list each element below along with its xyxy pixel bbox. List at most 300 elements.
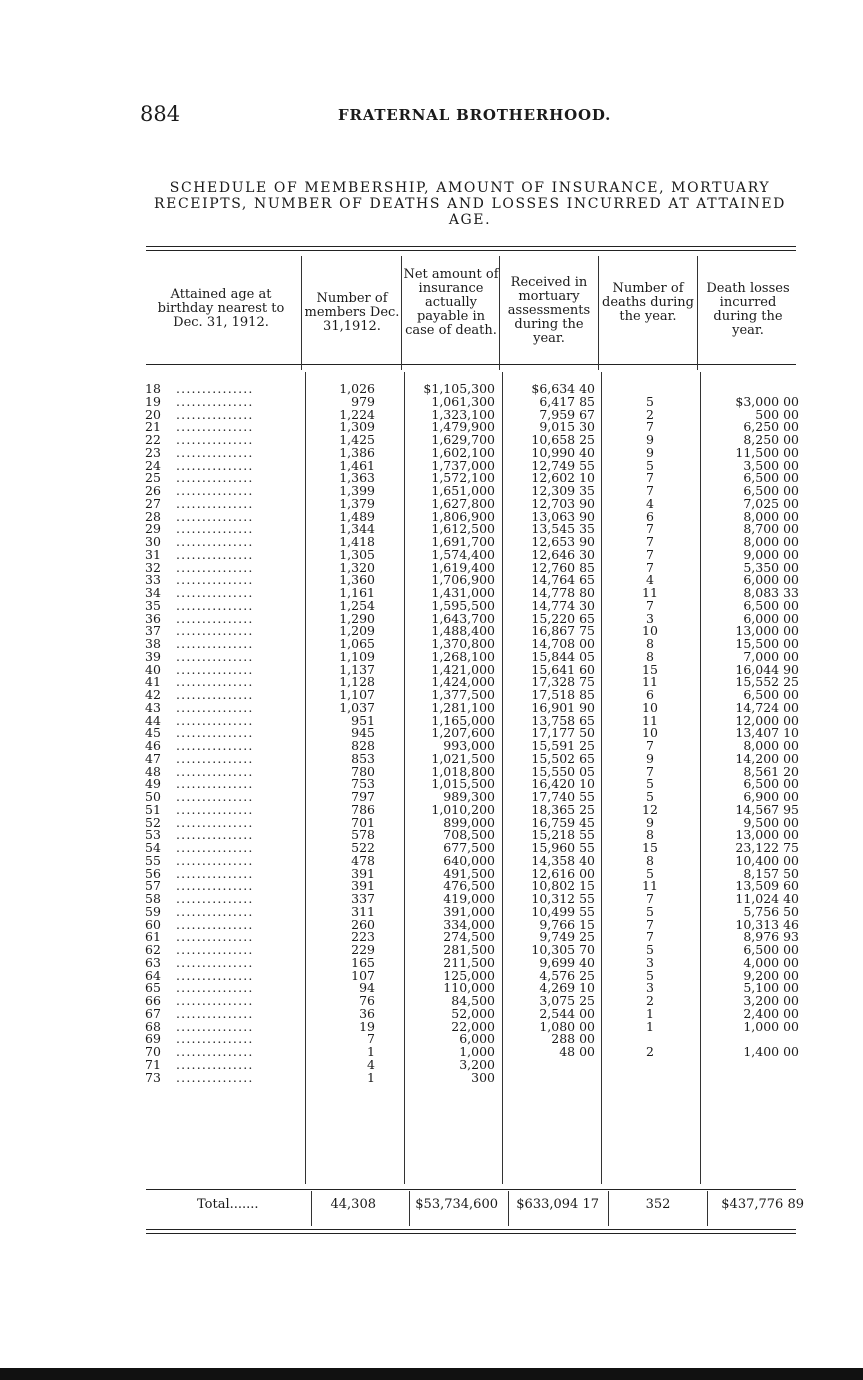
receipts-cell: 9,699 40 xyxy=(539,954,595,970)
receipts-cell: 10,499 55 xyxy=(531,903,595,919)
leader-dots: ............... xyxy=(176,536,254,547)
members-cell: 223 xyxy=(351,929,375,945)
deaths-cell: 11 xyxy=(642,674,658,690)
leader-dots: ............... xyxy=(176,689,254,700)
insurance-cell: 1,207,600 xyxy=(431,725,495,741)
receipts-cell: 10,658 25 xyxy=(531,432,595,447)
age-cell: 31 xyxy=(145,546,161,562)
insurance-cell: 1,370,800 xyxy=(431,636,495,651)
leader-dots: ............... xyxy=(176,1020,254,1032)
age-cell: 32 xyxy=(145,559,161,575)
losses-cell: 14,724 00 xyxy=(735,699,799,715)
receipts-cell: 15,591 25 xyxy=(531,738,595,753)
top-rule xyxy=(146,246,796,247)
age-cell: 73 xyxy=(145,1069,161,1085)
receipts-cell: 12,602 10 xyxy=(531,470,595,486)
receipts-cell: 9,749 25 xyxy=(539,929,595,945)
column-divider xyxy=(301,256,302,370)
insurance-cell: 419,000 xyxy=(443,891,495,906)
members-cell: 260 xyxy=(351,916,375,932)
losses-cell: 3,200 00 xyxy=(743,993,799,1008)
insurance-cell: 993,000 xyxy=(443,738,495,753)
table-row xyxy=(0,699,863,715)
receipts-cell: 10,802 15 xyxy=(531,878,595,894)
insurance-cell: 300 xyxy=(471,1069,495,1085)
age-cell: 53 xyxy=(145,827,161,843)
members-cell: 36 xyxy=(359,1005,375,1021)
table-row xyxy=(0,801,863,817)
leader-dots: ............... xyxy=(176,740,254,751)
age-cell: 28 xyxy=(145,508,161,524)
receipts-cell: 16,867 75 xyxy=(531,623,595,639)
leader-dots: ............... xyxy=(176,395,254,407)
age-cell: 41 xyxy=(145,674,161,690)
members-cell: 1,065 xyxy=(339,636,375,651)
losses-cell: 6,500 00 xyxy=(743,776,799,792)
leader-dots: ............... xyxy=(176,944,254,955)
receipts-cell: 15,502 65 xyxy=(531,750,595,766)
losses-cell: 5,756 50 xyxy=(743,903,799,919)
losses-cell: 500 00 xyxy=(755,406,799,422)
insurance-cell: 708,500 xyxy=(443,827,495,843)
table-row xyxy=(0,1046,863,1057)
deaths-cell: 6 xyxy=(646,508,654,524)
receipts-cell: 12,760 85 xyxy=(531,559,595,575)
insurance-cell: 1,612,500 xyxy=(431,521,495,537)
receipts-cell: 14,774 30 xyxy=(531,597,595,613)
table-row xyxy=(0,827,863,843)
members-cell: 1,386 xyxy=(339,444,375,460)
deaths-cell: 8 xyxy=(646,827,654,843)
deaths-cell: 7 xyxy=(646,916,654,932)
receipts-cell: 13,063 90 xyxy=(531,508,595,524)
members-cell: 1,026 xyxy=(339,381,375,396)
table-row xyxy=(0,457,863,473)
leader-dots: ............... xyxy=(176,421,254,433)
losses-cell: 1,400 00 xyxy=(743,1044,799,1059)
age-cell: 18 xyxy=(145,381,161,396)
deaths-cell: 7 xyxy=(646,891,654,906)
losses-cell: 12,000 00 xyxy=(735,712,799,728)
leader-dots: ............... xyxy=(176,676,254,688)
age-cell: 62 xyxy=(145,942,161,957)
deaths-cell: 9 xyxy=(646,444,654,460)
receipts-cell: 12,616 00 xyxy=(531,865,595,881)
leader-dots: ............... xyxy=(176,982,254,994)
insurance-cell: 84,500 xyxy=(451,993,495,1008)
table-row xyxy=(0,954,863,970)
insurance-cell: 1,619,400 xyxy=(431,559,495,575)
losses-cell: 7,025 00 xyxy=(743,495,799,511)
table-row xyxy=(0,587,863,598)
receipts-cell: 6,417 85 xyxy=(539,393,595,409)
leader-dots: ............... xyxy=(176,650,254,662)
running-head: FRATERNAL BROTHERHOOD. xyxy=(338,106,612,124)
losses-cell: 4,000 00 xyxy=(743,954,799,970)
age-cell: 30 xyxy=(145,534,161,549)
column-header-members: Number of members Dec. 31,1912. xyxy=(304,291,400,334)
leader-dots: ............... xyxy=(176,446,254,458)
deaths-cell: 8 xyxy=(646,636,654,651)
members-cell: 1,425 xyxy=(339,432,375,447)
losses-cell: 14,567 95 xyxy=(735,801,799,817)
deaths-cell: 11 xyxy=(642,712,658,728)
age-cell: 71 xyxy=(145,1056,161,1072)
age-cell: 33 xyxy=(145,572,161,588)
column-divider xyxy=(499,256,500,370)
receipts-cell: 7,959 67 xyxy=(539,406,595,422)
insurance-cell: 3,200 xyxy=(459,1056,495,1072)
table-row xyxy=(0,842,863,853)
deaths-cell: 9 xyxy=(646,814,654,830)
losses-cell: 2,400 00 xyxy=(743,1005,799,1021)
column-header-age: Attained age at birthday nearest to Dec. 31, 1912. xyxy=(157,287,285,330)
insurance-cell: 391,000 xyxy=(443,903,495,919)
losses-cell: 6,500 00 xyxy=(743,597,799,613)
members-cell: 1,209 xyxy=(339,623,375,639)
receipts-cell: 14,358 40 xyxy=(531,852,595,868)
receipts-cell: 288 00 xyxy=(551,1031,595,1047)
losses-cell: 8,157 50 xyxy=(743,865,799,881)
losses-cell: 5,100 00 xyxy=(743,980,799,996)
deaths-cell: 7 xyxy=(646,929,654,945)
table-row xyxy=(0,916,863,932)
table-row xyxy=(0,419,863,435)
receipts-cell: 15,641 60 xyxy=(531,661,595,677)
receipts-cell: 16,759 45 xyxy=(531,814,595,830)
losses-cell: 8,561 20 xyxy=(743,763,799,779)
table-row xyxy=(0,674,863,690)
insurance-cell: 22,000 xyxy=(451,1018,495,1034)
deaths-cell: 8 xyxy=(646,852,654,868)
members-cell: 1,461 xyxy=(339,457,375,473)
age-cell: 46 xyxy=(145,738,161,753)
losses-cell: 10,313 46 xyxy=(735,916,799,932)
leader-dots: ............... xyxy=(176,893,254,904)
members-cell: 979 xyxy=(351,393,375,409)
age-cell: 22 xyxy=(145,432,161,447)
losses-cell: 6,000 00 xyxy=(743,572,799,588)
leader-dots: ............... xyxy=(176,918,254,930)
members-cell: 522 xyxy=(351,840,375,855)
losses-cell: 23,122 75 xyxy=(735,840,799,855)
column-header-insurance: Net amount of insurance actually payable in case of death. xyxy=(403,267,499,338)
leader-dots: ............... xyxy=(176,485,254,496)
losses-cell: 11,500 00 xyxy=(735,444,799,460)
members-cell: 391 xyxy=(351,878,375,894)
members-cell: 107 xyxy=(351,967,375,983)
age-cell: 40 xyxy=(145,661,161,677)
table-row xyxy=(0,967,863,983)
insurance-cell: 1,574,400 xyxy=(431,546,495,562)
age-cell: 48 xyxy=(145,763,161,779)
deaths-cell: 5 xyxy=(646,393,654,409)
age-cell: 51 xyxy=(145,801,161,817)
table-row xyxy=(0,791,863,802)
table-row xyxy=(0,852,863,868)
leader-dots: ............... xyxy=(176,523,254,535)
leader-dots: ............... xyxy=(176,778,254,790)
deaths-cell: 7 xyxy=(646,470,654,486)
members-cell: 1,379 xyxy=(339,495,375,511)
age-cell: 69 xyxy=(145,1031,161,1047)
column-divider xyxy=(598,256,599,370)
deaths-cell: 2 xyxy=(646,1044,654,1059)
losses-cell: 5,350 00 xyxy=(743,559,799,575)
table-row xyxy=(0,725,863,741)
total-deaths: 352 xyxy=(645,1197,671,1212)
leader-dots: ............... xyxy=(176,816,254,828)
deaths-cell: 10 xyxy=(642,699,658,715)
members-cell: 853 xyxy=(351,750,375,766)
losses-cell: 6,500 00 xyxy=(743,687,799,702)
deaths-cell: 3 xyxy=(646,980,654,996)
table-row xyxy=(0,1018,863,1034)
members-cell: 1,489 xyxy=(339,508,375,524)
members-cell: 1,320 xyxy=(339,559,375,575)
losses-cell: 6,500 00 xyxy=(743,470,799,486)
losses-cell: 8,976 93 xyxy=(743,929,799,945)
deaths-cell: 4 xyxy=(646,495,654,511)
table-row xyxy=(0,661,863,677)
losses-cell: 8,000 00 xyxy=(743,508,799,524)
deaths-cell: 5 xyxy=(646,457,654,473)
age-cell: 66 xyxy=(145,993,161,1008)
losses-cell: 8,083 33 xyxy=(743,585,799,600)
leader-dots: ............... xyxy=(176,905,254,917)
deaths-cell: 7 xyxy=(646,534,654,549)
table-row xyxy=(0,521,863,537)
age-cell: 23 xyxy=(145,444,161,460)
leader-dots: ............... xyxy=(176,701,254,713)
receipts-cell: 13,758 65 xyxy=(531,712,595,728)
deaths-cell: 10 xyxy=(642,725,658,741)
deaths-cell: 2 xyxy=(646,993,654,1008)
receipts-cell: 18,365 25 xyxy=(531,801,595,817)
age-cell: 24 xyxy=(145,457,161,473)
age-cell: 65 xyxy=(145,980,161,996)
table-row xyxy=(0,485,863,496)
leader-dots: ............... xyxy=(176,803,254,815)
deaths-cell: 3 xyxy=(646,610,654,626)
members-cell: 165 xyxy=(351,954,375,970)
members-cell: 76 xyxy=(359,993,375,1008)
age-cell: 59 xyxy=(145,903,161,919)
receipts-cell: 14,764 65 xyxy=(531,572,595,588)
receipts-cell: 14,708 00 xyxy=(531,636,595,651)
deaths-cell: 5 xyxy=(646,942,654,957)
table-row xyxy=(0,689,863,700)
leader-dots: ............... xyxy=(176,1007,254,1019)
insurance-cell: 1,424,000 xyxy=(431,674,495,690)
table-row xyxy=(0,597,863,613)
header-rule xyxy=(146,364,796,365)
losses-cell: 8,000 00 xyxy=(743,738,799,753)
table-row xyxy=(0,903,863,919)
insurance-cell: 334,000 xyxy=(443,916,495,932)
table-row xyxy=(0,470,863,486)
insurance-cell: 1,479,900 xyxy=(431,419,495,435)
leader-dots: ............... xyxy=(176,510,254,522)
age-cell: 44 xyxy=(145,712,161,728)
leader-dots: ............... xyxy=(176,752,254,764)
members-cell: 4 xyxy=(367,1056,375,1072)
insurance-cell: 1,595,500 xyxy=(431,597,495,613)
deaths-cell: 2 xyxy=(646,406,654,422)
table-row xyxy=(0,638,863,649)
receipts-cell: 12,653 90 xyxy=(531,534,595,549)
total-insurance: $53,734,600 xyxy=(415,1197,498,1212)
insurance-cell: 1,010,200 xyxy=(431,801,495,817)
table-row xyxy=(0,980,863,996)
table-row xyxy=(0,763,863,779)
losses-cell: 13,000 00 xyxy=(735,623,799,639)
members-cell: 1,037 xyxy=(339,699,375,715)
age-cell: 52 xyxy=(145,814,161,830)
deaths-cell: 5 xyxy=(646,865,654,881)
insurance-cell: 1,643,700 xyxy=(431,610,495,626)
deaths-cell: 7 xyxy=(646,738,654,753)
age-cell: 63 xyxy=(145,954,161,970)
leader-dots: ............... xyxy=(176,714,254,726)
members-cell: 828 xyxy=(351,738,375,753)
losses-cell: 13,000 00 xyxy=(735,827,799,843)
age-cell: 19 xyxy=(145,393,161,409)
table-row xyxy=(0,434,863,445)
table-row xyxy=(0,1031,863,1047)
total-members: 44,308 xyxy=(330,1197,376,1212)
members-cell: 1,399 xyxy=(339,483,375,498)
table-row xyxy=(0,750,863,766)
losses-cell: 9,500 00 xyxy=(743,814,799,830)
insurance-cell: 476,500 xyxy=(443,878,495,894)
losses-cell: 7,000 00 xyxy=(743,648,799,664)
receipts-cell: 3,075 25 xyxy=(539,993,595,1008)
receipts-cell: 10,990 40 xyxy=(531,444,595,460)
table-row xyxy=(0,610,863,626)
leader-dots: ............... xyxy=(176,497,254,509)
receipts-cell: 15,220 65 xyxy=(531,610,595,626)
insurance-cell: 1,737,000 xyxy=(431,457,495,473)
table-row xyxy=(0,878,863,894)
insurance-cell: 1,691,700 xyxy=(431,534,495,549)
receipts-cell: 13,545 35 xyxy=(531,521,595,537)
losses-cell: 14,200 00 xyxy=(735,750,799,766)
column-header-deaths: Number of deaths during the year. xyxy=(602,281,694,324)
insurance-cell: 6,000 xyxy=(459,1031,495,1047)
receipts-cell: 1,080 00 xyxy=(539,1018,595,1034)
deaths-cell: 1 xyxy=(646,1018,654,1034)
insurance-cell: 491,500 xyxy=(443,865,495,881)
age-cell: 20 xyxy=(145,406,161,422)
age-cell: 56 xyxy=(145,865,161,881)
deaths-cell: 7 xyxy=(646,546,654,562)
members-cell: 229 xyxy=(351,942,375,957)
leader-dots: ............... xyxy=(176,408,254,420)
age-cell: 61 xyxy=(145,929,161,945)
age-cell: 29 xyxy=(145,521,161,537)
leader-dots: ............... xyxy=(176,727,254,739)
receipts-cell: 17,328 75 xyxy=(531,674,595,690)
leader-dots: ............... xyxy=(176,867,254,879)
receipts-cell: 2,544 00 xyxy=(539,1005,595,1021)
insurance-cell: 1,061,300 xyxy=(431,393,495,409)
losses-cell: 6,900 00 xyxy=(743,789,799,804)
losses-cell: 9,200 00 xyxy=(743,967,799,983)
table-row xyxy=(0,406,863,422)
members-cell: 1,128 xyxy=(339,674,375,690)
total-row xyxy=(0,1197,863,1213)
age-cell: 58 xyxy=(145,891,161,906)
receipts-cell: 12,703 90 xyxy=(531,495,595,511)
leader-dots: ............... xyxy=(176,880,254,892)
leader-dots: ............... xyxy=(176,931,254,943)
members-cell: 780 xyxy=(351,763,375,779)
losses-cell: 11,024 40 xyxy=(735,891,799,906)
members-cell: 337 xyxy=(351,891,375,906)
insurance-cell: 1,018,800 xyxy=(431,763,495,779)
age-cell: 35 xyxy=(145,597,161,613)
insurance-cell: 1,706,900 xyxy=(431,572,495,588)
column-header-losses: Death losses incurred during the year. xyxy=(706,281,790,338)
members-cell: 391 xyxy=(351,865,375,881)
deaths-cell: 7 xyxy=(646,597,654,613)
total-losses: $437,776 89 xyxy=(721,1197,804,1212)
leader-dots: ............... xyxy=(176,561,254,573)
table-row xyxy=(0,944,863,955)
losses-cell: 13,509 60 xyxy=(735,878,799,894)
members-cell: 951 xyxy=(351,712,375,728)
losses-cell: 1,000 00 xyxy=(743,1018,799,1034)
losses-cell: 8,700 00 xyxy=(743,521,799,537)
deaths-cell: 12 xyxy=(642,801,658,817)
members-cell: 311 xyxy=(351,903,375,919)
receipts-cell: 17,518 85 xyxy=(531,687,595,702)
receipts-cell: 16,901 90 xyxy=(531,699,595,715)
table-row xyxy=(0,444,863,460)
table-row xyxy=(0,712,863,728)
table-row xyxy=(0,495,863,511)
receipts-cell: 4,576 25 xyxy=(539,967,595,983)
receipts-cell: 4,269 10 xyxy=(539,980,595,996)
members-cell: 786 xyxy=(351,801,375,817)
age-cell: 34 xyxy=(145,585,161,600)
insurance-cell: 677,500 xyxy=(443,840,495,855)
age-cell: 45 xyxy=(145,725,161,741)
leader-dots: ............... xyxy=(176,383,254,394)
leader-dots: ............... xyxy=(176,969,254,981)
losses-cell: 3,500 00 xyxy=(743,457,799,473)
insurance-cell: 640,000 xyxy=(443,852,495,868)
leader-dots: ............... xyxy=(176,1046,254,1057)
members-cell: 7 xyxy=(367,1031,375,1047)
deaths-cell: 9 xyxy=(646,750,654,766)
insurance-cell: 1,268,100 xyxy=(431,648,495,664)
deaths-cell: 5 xyxy=(646,776,654,792)
leader-dots: ............... xyxy=(176,829,254,841)
age-cell: 21 xyxy=(145,419,161,435)
insurance-cell: 1,021,500 xyxy=(431,750,495,766)
receipts-cell: 10,312 55 xyxy=(531,891,595,906)
receipts-cell: 10,305 70 xyxy=(531,942,595,957)
leader-dots: ............... xyxy=(176,854,254,866)
insurance-cell: 1,627,800 xyxy=(431,495,495,511)
insurance-cell: 1,431,000 xyxy=(431,585,495,600)
losses-cell: 8,250 00 xyxy=(743,432,799,447)
receipts-cell: 9,015 30 xyxy=(539,419,595,435)
deaths-cell: 5 xyxy=(646,967,654,983)
deaths-cell: 1 xyxy=(646,1005,654,1021)
